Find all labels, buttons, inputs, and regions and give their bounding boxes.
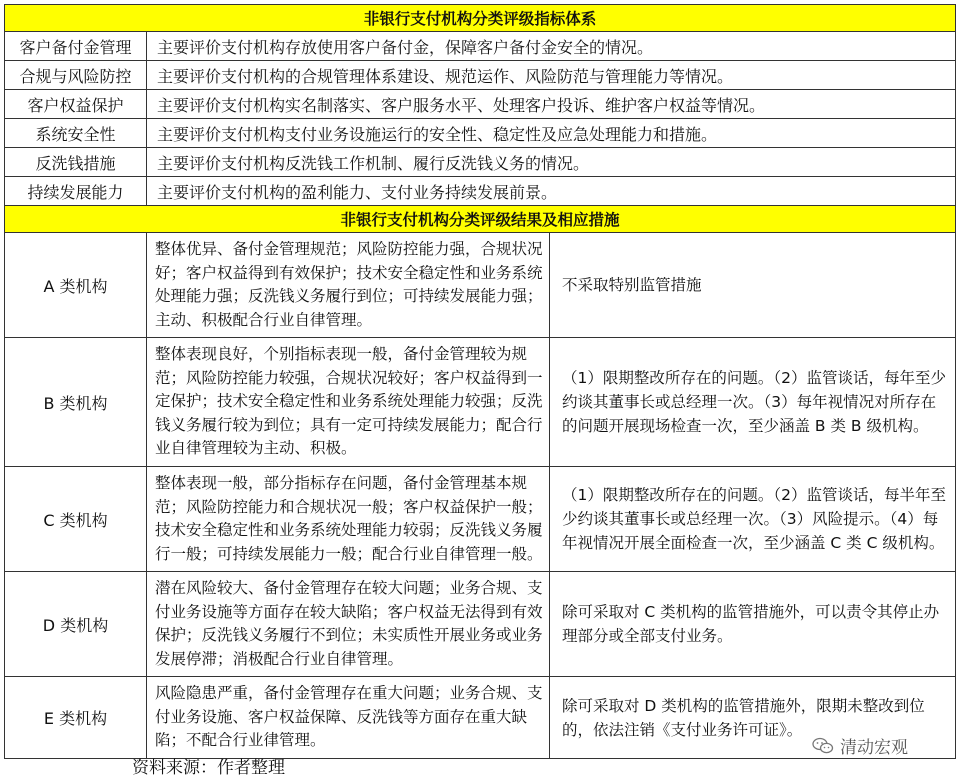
watermark (812, 733, 908, 758)
class-row (5, 467, 956, 572)
class-measure: 不采取特别监管措施 (550, 233, 956, 338)
indicator-desc: 主要评价支付机构支付业务设施运行的安全性、稳定性及应急处理能力和措施。 (147, 119, 956, 148)
indicator-desc: 主要评价支付机构实名制落实、客户服务水平、处理客户投诉、维护客户权益等情况。 (147, 90, 956, 119)
indicator-name: 反洗钱措施 (5, 148, 147, 177)
class-desc: 风险隐患严重，备付金管理存在重大问题；业务合规、支付业务设施、客户权益保障、反洗钱等方面存在重大缺陷；不配合行业律管理。 (147, 677, 550, 759)
indicator-row (5, 148, 956, 177)
indicator-row (5, 32, 956, 61)
class-desc: 潜在风险较大、备付金管理存在较大问题；业务合规、支付业务设施等方面存在较大缺陷；客户权益无法得到有效保护；反洗钱义务履行不到位；未实质性开展业务或业务发展停滞；消极配合行业自律管理。 (147, 572, 550, 677)
class-name: B 类机构 (5, 338, 147, 467)
class-name: C 类机构 (5, 467, 147, 572)
class-row (5, 233, 956, 338)
source-note: 资料来源：作者整理 (132, 758, 285, 778)
indicator-desc: 主要评价支付机构存放使用客户备付金，保障客户备付金安全的情况。 (147, 32, 956, 61)
rating-results-header: 非银行支付机构分类评级结果及相应措施 (5, 206, 956, 233)
indicator-row (5, 61, 956, 90)
indicator-row (5, 90, 956, 119)
indicator-name: 系统安全性 (5, 119, 147, 148)
rating-table (4, 4, 956, 759)
class-desc: 整体表现良好，个别指标表现一般，备付金管理较为规范；风险防控能力较强，合规状况较好；客户权益得到一定保护；技术安全稳定性和业务系统处理能力较强；反洗钱义务履行较为到位；具有一定可持续发展能力；配合行业自律管理较为主动、积极。 (147, 338, 550, 467)
indicator-name: 持续发展能力 (5, 177, 147, 206)
class-row (5, 572, 956, 677)
class-desc: 整体优异、备付金管理规范；风险防控能力强，合规状况好；客户权益得到有效保护；技术安全稳定性和业务系统处理能力强；反洗钱义务履行到位；可持续发展能力强；主动、积极配合行业自律管理。 (147, 233, 550, 338)
class-row (5, 338, 956, 467)
indicator-system-header: 非银行支付机构分类评级指标体系 (5, 5, 956, 32)
class-name: A 类机构 (5, 233, 147, 338)
watermark-text: 清动宏观 (840, 738, 908, 758)
indicator-desc: 主要评价支付机构的盈利能力、支付业务持续发展前景。 (147, 177, 956, 206)
class-measure: （1）限期整改所存在的问题。（2）监管谈话，每半年至少约谈其董事长或总经理一次。（3）风险提示。（4）每年视情况开展全面检查一次，至少涵盖 C 类 C 级机构。 (550, 467, 956, 572)
indicator-desc: 主要评价支付机构反洗钱工作机制、履行反洗钱义务的情况。 (147, 148, 956, 177)
class-measure: 除可采取对 C 类机构的监管措施外，可以责令其停止办理部分或全部支付业务。 (550, 572, 956, 677)
class-name: E 类机构 (5, 677, 147, 759)
wechat-icon (812, 737, 834, 755)
class-measure: （1）限期整改所存在的问题。（2）监管谈话，每年至少约谈其董事长或总经理一次。（3）每年视情况对所存在的问题开展现场检查一次，至少涵盖 B 类 B 级机构。 (550, 338, 956, 467)
indicator-name: 客户备付金管理 (5, 32, 147, 61)
class-desc: 整体表现一般，部分指标存在问题，备付金管理基本规范；风险防控能力和合规状况一般；客户权益保护一般；技术安全稳定性和业务系统处理能力较弱；反洗钱义务履行一般；可持续发展能力一般；配合行业自律管理一般。 (147, 467, 550, 572)
indicator-row (5, 177, 956, 206)
indicator-row (5, 119, 956, 148)
indicator-desc: 主要评价支付机构的合规管理体系建设、规范运作、风险防范与管理能力等情况。 (147, 61, 956, 90)
indicator-name: 客户权益保护 (5, 90, 147, 119)
class-name: D 类机构 (5, 572, 147, 677)
indicator-name: 合规与风险防控 (5, 61, 147, 90)
class-measure: 除可采取对 D 类机构的监管措施外，限期未整改到位的，依法注销《支付业务许可证》。 (550, 677, 956, 759)
